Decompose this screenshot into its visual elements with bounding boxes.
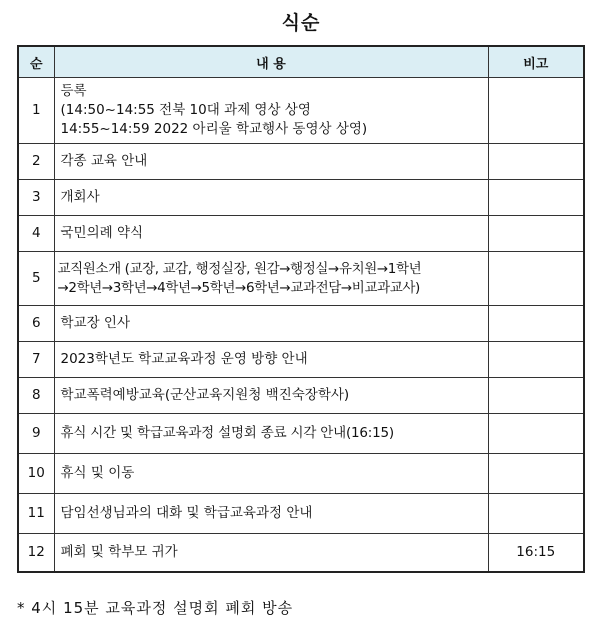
row-note [488,378,584,414]
table-row [18,342,584,378]
header-num: 순 [18,46,54,78]
table-row [18,180,584,216]
row-content: 개회사 [54,180,488,216]
row-content: 폐회 및 학부모 귀가 [54,534,488,572]
table-row [18,494,584,534]
row-num: 8 [18,378,54,414]
table-row [18,78,584,144]
row-num: 2 [18,144,54,180]
table-row [18,378,584,414]
row-note [488,306,584,342]
table-row [18,252,584,306]
table-row [18,216,584,252]
row-content: 담임선생님과의 대화 및 학급교육과정 안내 [54,494,488,534]
table-row [18,144,584,180]
row-note [488,144,584,180]
row-num: 5 [18,252,54,306]
row-content: 국민의례 약식 [54,216,488,252]
row-num: 12 [18,534,54,572]
row-content: 학교장 인사 [54,306,488,342]
row-content: 휴식 및 이동 [54,454,488,494]
row-num: 1 [18,78,54,144]
header-content: 내 용 [54,46,488,78]
table-row [18,454,584,494]
page-title: 식순 [281,12,321,34]
row-num: 10 [18,454,54,494]
table-row [18,306,584,342]
header-note: 비고 [488,46,584,78]
row-note [488,252,584,306]
row-num: 11 [18,494,54,534]
row-num: 6 [18,306,54,342]
table-row [18,534,584,572]
table-row [18,414,584,454]
row-note [488,216,584,252]
row-content: 2023학년도 학교교육과정 운영 방향 안내 [54,342,488,378]
row-note [488,454,584,494]
row-note [488,78,584,144]
row-content: 등록 (14:50~14:55 전북 10대 과제 영상 상영 14:55~14:59 2022 아리울 학교행사 동영상 상영) [54,78,488,144]
row-content: 휴식 시간 및 학급교육과정 설명회 종료 시각 안내(16:15) [54,414,488,454]
row-num: 4 [18,216,54,252]
row-content: 교직원소개 (교장, 교감, 행정실장, 원감→행정실→유치원→1학년 →2학년→3학년→4학년→5학년→6학년→교과전담→비교과교사) [54,252,488,306]
row-note [488,494,584,534]
row-num: 9 [18,414,54,454]
footnote: * 4시 15분 교육과정 설명회 폐회 방송 [17,599,294,617]
row-note: 16:15 [488,534,584,572]
row-num: 3 [18,180,54,216]
row-content: 각종 교육 안내 [54,144,488,180]
row-content: 학교폭력예방교육(군산교육지원청 백진숙장학사) [54,378,488,414]
program-order-table [17,45,585,573]
row-note [488,414,584,454]
row-note [488,342,584,378]
row-num: 7 [18,342,54,378]
row-note [488,180,584,216]
table-header-row [18,46,584,78]
